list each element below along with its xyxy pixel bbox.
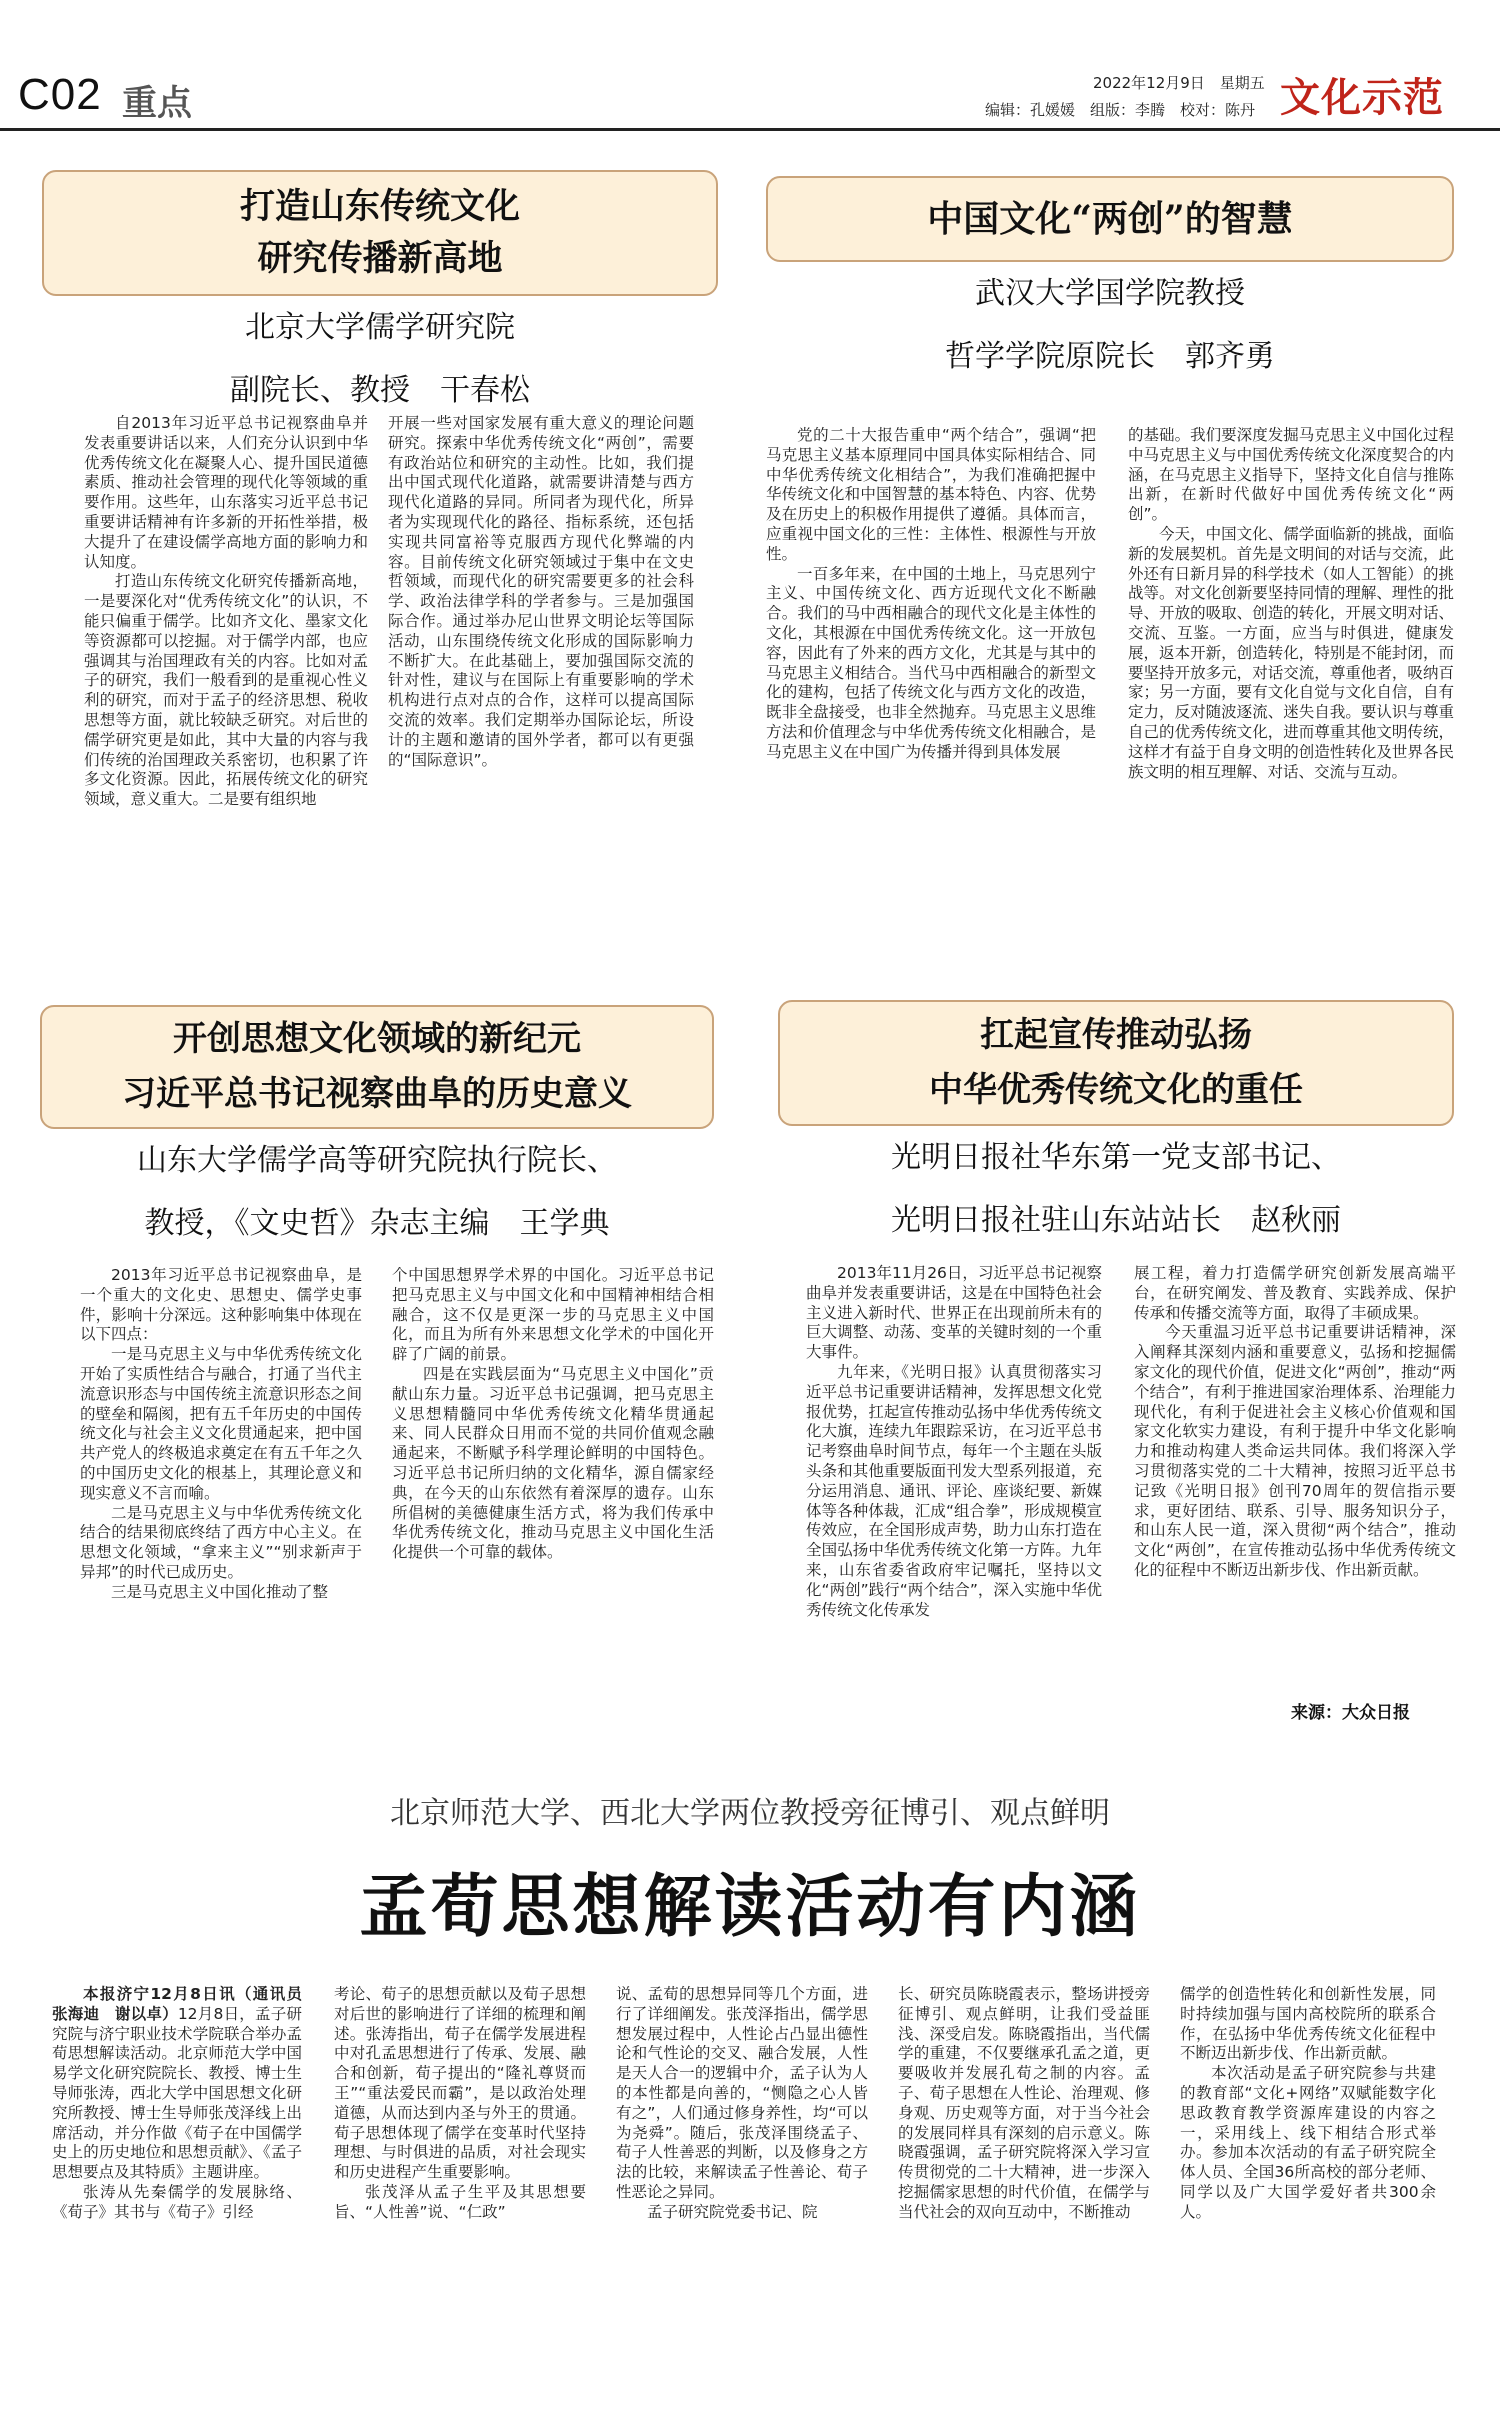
bottom-column-2 <box>334 1985 586 2385</box>
lead-text: 12月8日，孟子研究院与济宁职业技术学院联合举办孟荀思想解读活动。北京师范大学中国易学文化研究院院长、教授、博士生导师张涛，西北大学中国思想文化研究所教授、博士生导师张茂泽线上出席活动，并分作做《荀子在中国儒学史上的历史地位和思想贡献》、《孟子思想要点及其特质》主题讲座。 <box>52 2004 302 2182</box>
article-2-column-2 <box>1128 426 1454 922</box>
article-3-title-line: 习近平总书记视察曲阜的历史意义 <box>122 1074 632 1114</box>
byline-line: 哲学学院原院长 郭齐勇 <box>945 339 1275 374</box>
editor-credits: 编辑：孔媛媛 组版：李腾 校对：陈丹 <box>985 101 1256 119</box>
paragraph: 个中国思想界学术界的中国化。习近平总书记把马克思主义与中国文化和中国精神相结合相融合，这不仅是更深一步的马克思主义中国化，而且为所有外来思想文化学术的中国化开辟了广阔的前景。 <box>392 1266 714 1364</box>
article-2-column-1 <box>766 426 1096 922</box>
paragraph: 的基础。我们要深度发掘马克思主义中国化过程中马克思主义与中国优秀传统文化深度契合的内涵，在马克思主义指导下，坚持文化自信与推陈出新，在新时代做好中国优秀传统文化“两创”。 <box>1128 426 1454 524</box>
article-4-title-line: 中华优秀传统文化的重任 <box>929 1070 1303 1110</box>
article-3-title <box>40 1005 714 1129</box>
paragraph: 考论、荀子的思想贡献以及荀子思想对后世的影响进行了详细的梳理和阐述。张涛指出，荀子在儒学发展进程中对孔孟思想进行了传承、发展、融合和创新，荀子提出的“隆礼尊贤而王”“重法爱民而霸”，是以政治处理道德，从而达到内圣与外王的贯通。荀子思想体现了儒学在变革时代坚持理想、与时俱进的品质，对社会现实和历史进程产生重要影响。 <box>334 1985 586 2182</box>
bottom-story-subtitle: 北京师范大学、西北大学两位教授旁征博引、观点鲜明 <box>390 1796 1110 1831</box>
bottom-column-1 <box>52 1985 318 2385</box>
paragraph: 四是在实践层面为“马克思主义中国化”贡献山东力量。习近平总书记强调，把马克思主义思想精髓同中华优秀传统文化精华贯通起来、同人民群众日用而不觉的共同价值观念融通起来，不断赋予科学理论鲜明的中国特色。习近平总书记所归纳的文化精华，源自儒家经典，在今天的山东依然有着深厚的遗存。山东所倡树的美德健康生活方式，将为我们传承中华优秀传统文化，推动马克思主义中国化生活化提供一个可靠的载体。 <box>392 1364 714 1562</box>
paragraph: 展工程，着力打造儒学研究创新发展高端平台，在研究阐发、普及教育、实践养成、保护传承和传播交流等方面，取得了丰硕成果。 <box>1134 1264 1456 1322</box>
paragraph: 开展一些对国家发展有重大意义的理论问题研究。探索中华优秀传统文化“两创”，需要有政治站位和研究的主动性。比如，我们提出中国式现代化道路，就需要讲清楚与西方现代化道路的异同。所同者为现代化，所异者为实现现代化的路径、指标系统，还包括实现共同富裕等克服西方现代化弊端的内容。目前传统文化研究领域过于集中在文史哲领域，而现代化的研究需要更多的社会科学、政治法律学科的学者参与。三是加强国际合作。通过举办尼山世界文明论坛等国际活动，山东围绕传统文化形成的国际影响力不断扩大。在此基础上，要加强国际交流的针对性，建议与在国际上有重要影响的学术机构进行点对点的合作，这样可以提高国际交流的效率。我们定期举办国际论坛，所设计的主题和邀请的国外学者，都可以有更强的“国际意识”。 <box>388 414 694 769</box>
bottom-story-headline: 孟荀思想解读活动有内涵 <box>359 1867 1141 1947</box>
article-2-byline <box>766 262 1454 388</box>
paragraph: 一百多年来，在中国的土地上，马克思列宁主义、中国传统文化、西方近现代文化不断融合。我们的马中西相融合的现代文化是主体性的文化，其根源在中国优秀传统文化。这一开放包容，因此有了外来的西方文化，尤其是与其中的马克思主义相结合。当代马中西相融合的新型文化的建构，包括了传统文化与西方文化的改造，既非全盘接受，也非全然抛弃。马克思主义思维方法和价值理念与中华优秀传统文化相融合，是马克思主义在中国广为传播并得到具体发展 <box>766 564 1096 761</box>
article-2-title-line: 中国文化“两创”的智慧 <box>927 198 1293 240</box>
dateline: 本报济宁12月8日讯（通讯员 张海迪 谢以卓） <box>52 1985 318 2023</box>
article-1-column-1 <box>84 414 368 910</box>
byline-line: 副院长、教授 干春松 <box>230 373 530 408</box>
article-1-title-line: 研究传播新高地 <box>257 238 503 279</box>
paragraph: 今天，中国文化、儒学面临新的挑战，面临新的发展契机。首先是文明间的对话与交流，此外还有日新月异的科学技术（如人工智能）的挑战等。对文化创新要坚持同情的理解、理性的批导、开放的吸取、创造的转化，开展文明对话、交流、互鉴。一方面，应当与时俱进，健康发展，返本开新，创造转化，特别是不能封闭，而要坚持开放多元，对话交流，尊重他者，吸纳百家；另一方面，要有文化自觉与文化自信，自有定力，反对随波逐流、迷失自我。要认识与尊重自己的优秀传统文化，进而尊重其他文明传统，这样才有益于自身文明的创造性转化及世界各民族文明的相互理解、对话、交流与互动。 <box>1128 524 1454 781</box>
article-1-title-line: 打造山东传统文化 <box>239 186 520 227</box>
paragraph: 三是马克思主义中国化推动了整 <box>111 1582 329 1601</box>
bottom-column-4 <box>898 1985 1150 2385</box>
article-4-title <box>778 1000 1454 1126</box>
article-4-byline <box>778 1126 1454 1252</box>
paragraph: 自2013年习近平总书记视察曲阜并发表重要讲话以来，人们充分认识到中华优秀传统文化在凝聚人心、提升国民道德素质、推动社会管理的现代化等领域的重要作用。这些年，山东落实习近平总书记重要讲话精神有许多新的开拓性举措，极大提升了在建设儒学高地方面的影响力和认知度。 <box>84 414 368 571</box>
paragraph: 儒学的创造性转化和创新性发展，同时持续加强与国内高校院所的联系合作，在弘扬中华优秀传统文化征程中不断迈出新步伐、作出新贡献。 <box>1180 1985 1436 2063</box>
paragraph: 今天重温习近平总书记重要讲话精神，深入阐释其深刻内涵和重要意义，弘扬和挖掘儒家文化的现代价值，促进文化“两创”，推动“两个结合”，有利于推进国家治理体系、治理能力现代化，有利于促进社会主义核心价值观和国家文化软实力建设，有利于提升中华文化影响力和推动构建人类命运共同体。我们将深入学习贯彻落实党的二十大精神，按照习近平总书记致《光明日报》创刊70周年的贺信指示要求，更好团结、联系、引导、服务知识分子，和山东人民一道，深入贯彻“两个结合”，推动文化“两创”，在宣传推动弘扬中华优秀传统文化的征程中不断迈出新步伐、作出新贡献。 <box>1134 1323 1456 1579</box>
article-1-title <box>42 170 718 296</box>
brand-logo: 文化示范 <box>1280 75 1444 121</box>
byline-line: 教授，《文史哲》杂志主编 王学典 <box>144 1206 610 1241</box>
byline-line: 北京大学儒学研究院 <box>245 310 515 345</box>
article-2-title <box>766 176 1454 262</box>
paragraph: 说、孟荀的思想异同等几个方面，进行了详细阐发。张茂泽指出，儒学思想发展过程中，人性论占凸显出德性论和气性论的交叉、融合发展，人性是天人合一的逻辑中介，孟子认为人的本性都是向善的，“恻隐之心人皆有之”，人们通过修身养性，均“可以为尧舜”。随后，张茂泽围绕孟子、荀子人性善恶的判断，以及修身之方法的比较，来解读孟子性善论、荀子性恶论之异同。 <box>616 1985 868 2201</box>
issue-date: 2022年12月9日 星期五 <box>1093 74 1265 92</box>
article-4-column-1 <box>806 1264 1102 1688</box>
paragraph: 长、研究员陈晓霞表示，整场讲授旁征博引、观点鲜明，让我们受益匪浅、深受启发。陈晓霞指出，当代儒学的重建，不仅要继承孔孟之道，更要吸收并发展孔荀之制的内容。孟子、荀子思想在人性论、治理观、修身观、历史观等方面，对于当今社会的发展同样具有深刻的启示意义。陈晓霞强调，孟子研究院将深入学习宣传贯彻党的二十大精神，进一步深入挖掘儒家思想的时代价值，在儒学与当代社会的双向互动中，不断推动 <box>898 1985 1150 2221</box>
paragraph: 本次活动是孟子研究院参与共建的教育部“文化+网络”双赋能数字化思政教育教学资源库建设的内容之一，采用线上、线下相结合形式举办。参加本次活动的有孟子研究院全体人员、全国36所高校的部分老师、同学以及广大国学爱好者共300余人。 <box>1180 2064 1436 2221</box>
paragraph: 张涛从先秦儒学的发展脉络、《荀子》其书与《荀子》引经 <box>52 2182 302 2221</box>
masthead-rule <box>0 128 1500 131</box>
paragraph: 张茂泽从孟子生平及其思想要旨、“人性善”说、“仁政” <box>334 2182 586 2221</box>
bottom-column-5 <box>1180 1985 1436 2385</box>
source-credit: 来源：大众日报 <box>1291 1703 1410 1723</box>
paragraph: 孟子研究院党委书记、院 <box>647 2202 818 2221</box>
article-3-byline <box>40 1129 714 1255</box>
page-number: C02 <box>18 70 102 119</box>
article-4-column-2 <box>1134 1264 1456 1688</box>
article-4-title-line: 扛起宣传推动弘扬 <box>980 1015 1252 1055</box>
paragraph: 2013年习近平总书记视察曲阜，是一个重大的文化史、思想史、儒学史事件，影响十分深远。这种影响集中体现在以下四点： <box>80 1266 362 1344</box>
paragraph: 打造山东传统文化研究传播新高地，一是要深化对“优秀传统文化”的认识，不能只偏重于儒学。比如齐文化、墨家文化等资源都可以挖掘。对于儒学内部，也应强调其与治国理政有关的内容。比如对孟子的研究，我们一般看到的是重视心性义利的研究，而对于孟子的经济思想、税收思想等方面，就比较缺乏研究。对后世的儒学研究更是如此，其中大量的内容与我们传统的治国理政关系密切，也积累了许多文化资源。因此，拓展传统文化的研究领域，意义重大。二是要有组织地 <box>84 572 368 809</box>
paragraph <box>52 1985 318 2183</box>
paragraph: 一是马克思主义与中华优秀传统文化开始了实质性结合与融合，打通了当代主流意识形态与中国传统主流意识形态之间的壁垒和隔阂，把有五千年历史的中国传统文化与社会主义文化贯通起来，把中国共产党人的终极追求奠定在有五千年之久的中国历史文化的根基上，其理论意义和现实意义不言而喻。 <box>80 1345 362 1502</box>
paragraph: 二是马克思主义与中华优秀传统文化结合的结果彻底终结了西方中心主义。在思想文化领域，“拿来主义”“别求新声于异邦”的时代已成历史。 <box>80 1503 362 1581</box>
article-1-byline <box>42 296 718 422</box>
article-3-title-line: 开创思想文化领域的新纪元 <box>173 1019 581 1059</box>
article-3-column-2 <box>392 1266 714 1676</box>
byline-line: 光明日报社华东第一党支部书记、 <box>891 1140 1341 1175</box>
section-name: 重点 <box>122 84 193 124</box>
byline-line: 武汉大学国学院教授 <box>975 276 1245 311</box>
byline-line: 光明日报社驻山东站站长 赵秋丽 <box>891 1203 1341 1238</box>
byline-line: 山东大学儒学高等研究院执行院长、 <box>137 1143 617 1178</box>
paragraph: 九年来，《光明日报》认真贯彻落实习近平总书记重要讲话精神，发挥思想文化党报优势，扛起宣传推动弘扬中华优秀传统文化大旗，连续九年跟踪采访，在习近平总书记考察曲阜时间节点，每年一个主题在头版头条和其他重要版面刊发大型系列报道，充分运用消息、通讯、评论、座谈纪要、新媒体等各种体裁，汇成“组合拳”，形成规模宣传效应，在全国形成声势，助力山东打造在全国弘扬中华优秀传统文化第一方阵。九年来，山东省委省政府牢记嘱托，坚持以文化“两创”践行“两个结合”，深入实施中华优秀传统文化传承发 <box>806 1362 1102 1619</box>
paragraph: 2013年11月26日，习近平总书记视察曲阜并发表重要讲话，这是在中国特色社会主义进入新时代、世界正在出现前所未有的巨大调整、动荡、变革的关键时刻的一个重大事件。 <box>806 1264 1102 1362</box>
bottom-column-3 <box>616 1985 868 2385</box>
article-1-column-2 <box>388 414 694 910</box>
paragraph: 党的二十大报告重申“两个结合”，强调“把马克思主义基本原理同中国具体实际相结合、同中华优秀传统文化相结合”，为我们准确把握中华传统文化和中国智慧的基本特色、内容、优势及在历史上的积极作用提供了遵循。具体而言，应重视中国文化的三性：主体性、根源性与开放性。 <box>766 426 1096 563</box>
article-3-column-1 <box>80 1266 362 1676</box>
